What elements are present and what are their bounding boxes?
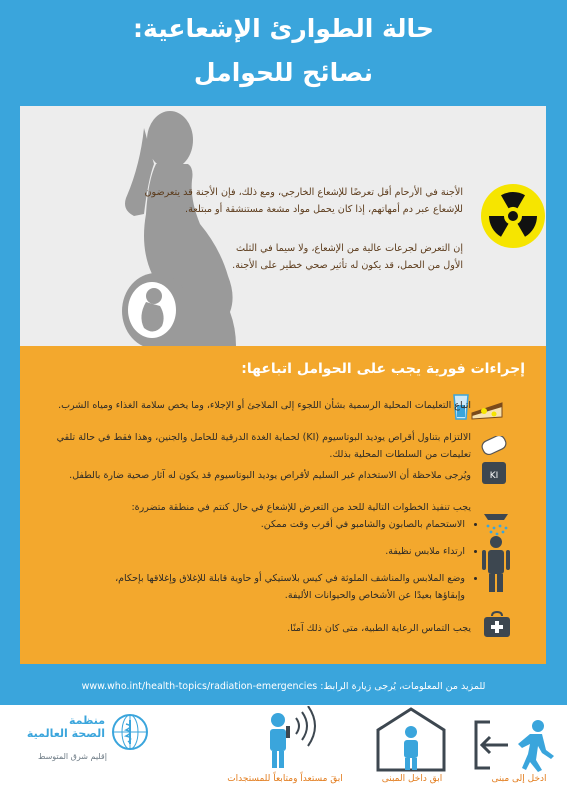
page-title: حالة الطوارئ الإشعاعية: [133, 14, 434, 43]
action-item-2-note: ويُرجى ملاحظة أن الاستخدام غير السليم لأقراص يوديد البوتاسيوم قد يكون له آثار صحية ضارة بالطفل. [69, 470, 471, 481]
more-info-text[interactable]: للمزيد من المعلومات، يُرجى زيارة الرابط: www.who.int/health-topics/radiation-emergencies [81, 681, 486, 692]
intro-paragraph-1 [133, 184, 463, 218]
stay-inside-icon [374, 706, 448, 772]
medical-care-text: يجب التماس الرعاية الطبية، متى كان ذلك آمنًا. [287, 623, 471, 634]
intro-panel [20, 106, 546, 346]
stay-tuned-label: ابقَ مستعداً ومتابعاً للمستجدات [227, 774, 343, 784]
step-bag-clothes: • وضع الملابس والمناشف الملوثة في كيس بلاستيكي أو حاوية قابلة للإغلاق وإغلاقها بإحكام، وإبقاؤها بعيدًا عن الأشخاص والحيوانات الأليفة. [105, 570, 465, 604]
shower-icon [476, 510, 516, 594]
ki-pill-icon [478, 436, 510, 488]
intro-p2-line1: إن التعرض لجرعات عالية من الإشعاع، ولا سيما في الثلث [235, 243, 463, 254]
stay-tuned-icon [246, 706, 326, 770]
who-region: إقليم شرق المتوسط [38, 752, 107, 761]
intro-p1-line2: للإشعاع عبر دم أمهاتهم، إذا كان يحمل مواد مشعة مستنشقة أو مبتلعة. [185, 204, 463, 215]
who-logo [110, 712, 150, 752]
who-name [27, 714, 105, 740]
actions-heading: إجراءات فورية يجب على الحوامل اتباعها: [241, 361, 525, 377]
stay-inside-label: ابق داخل المبنى [381, 774, 443, 784]
radiation-trefoil-icon [480, 183, 546, 249]
action-item-1: اتباع التعليمات المحلية الرسمية بشأن اللجوء إلى الملاجئ أو الإجلاء، وما يخص سلامة الغذاء ومياه الشرب. [58, 400, 471, 411]
enter-building-icon [472, 716, 556, 772]
steps-intro: يجب تنفيذ الخطوات التالية للحد من التعرض للإشعاع في حال كنتم في منطقة متضررة: [131, 502, 471, 513]
page-subtitle: نصائح للحوامل [193, 58, 374, 87]
step-clean-clothes: • ارتداء ملابس نظيفة. [105, 543, 465, 560]
intro-p2-line2: الأول من الحمل، قد يكون له تأثير صحي خطير على الأجنة. [232, 260, 463, 271]
go-inside-label: ادخل إلى مبنى [491, 774, 547, 784]
step-shower: • الاستحمام بالصابون والشامبو في أقرب وقت ممكن. [105, 516, 465, 533]
who-name-line2: الصحة العالمية [26, 727, 105, 740]
who-name-line1: منظمة [68, 714, 105, 727]
pregnant-woman-silhouette [60, 106, 260, 346]
action-item-2-line2: تعليمات من السلطات المحلية بذلك. [329, 449, 471, 460]
header-banner [0, 0, 567, 106]
more-info-bar [0, 671, 567, 705]
intro-p1-line1: الأجنة في الأرحام أقل تعرضًا للإشعاع الخارجي، ومع ذلك، فإن الأجنة قد يتعرضون [144, 187, 463, 198]
ki-label: KI [489, 471, 499, 481]
action-item-2-line1: الالتزام بتناول أقراص يوديد البوتاسيوم (KI) لحماية الغدة الدرقية للحامل والجنين، وهذا فقط في حالة تلقي [56, 432, 471, 443]
intro-paragraph-2 [133, 240, 463, 274]
action-item-2 [41, 429, 471, 463]
medical-kit-icon [482, 610, 512, 638]
steps-list [105, 516, 479, 614]
